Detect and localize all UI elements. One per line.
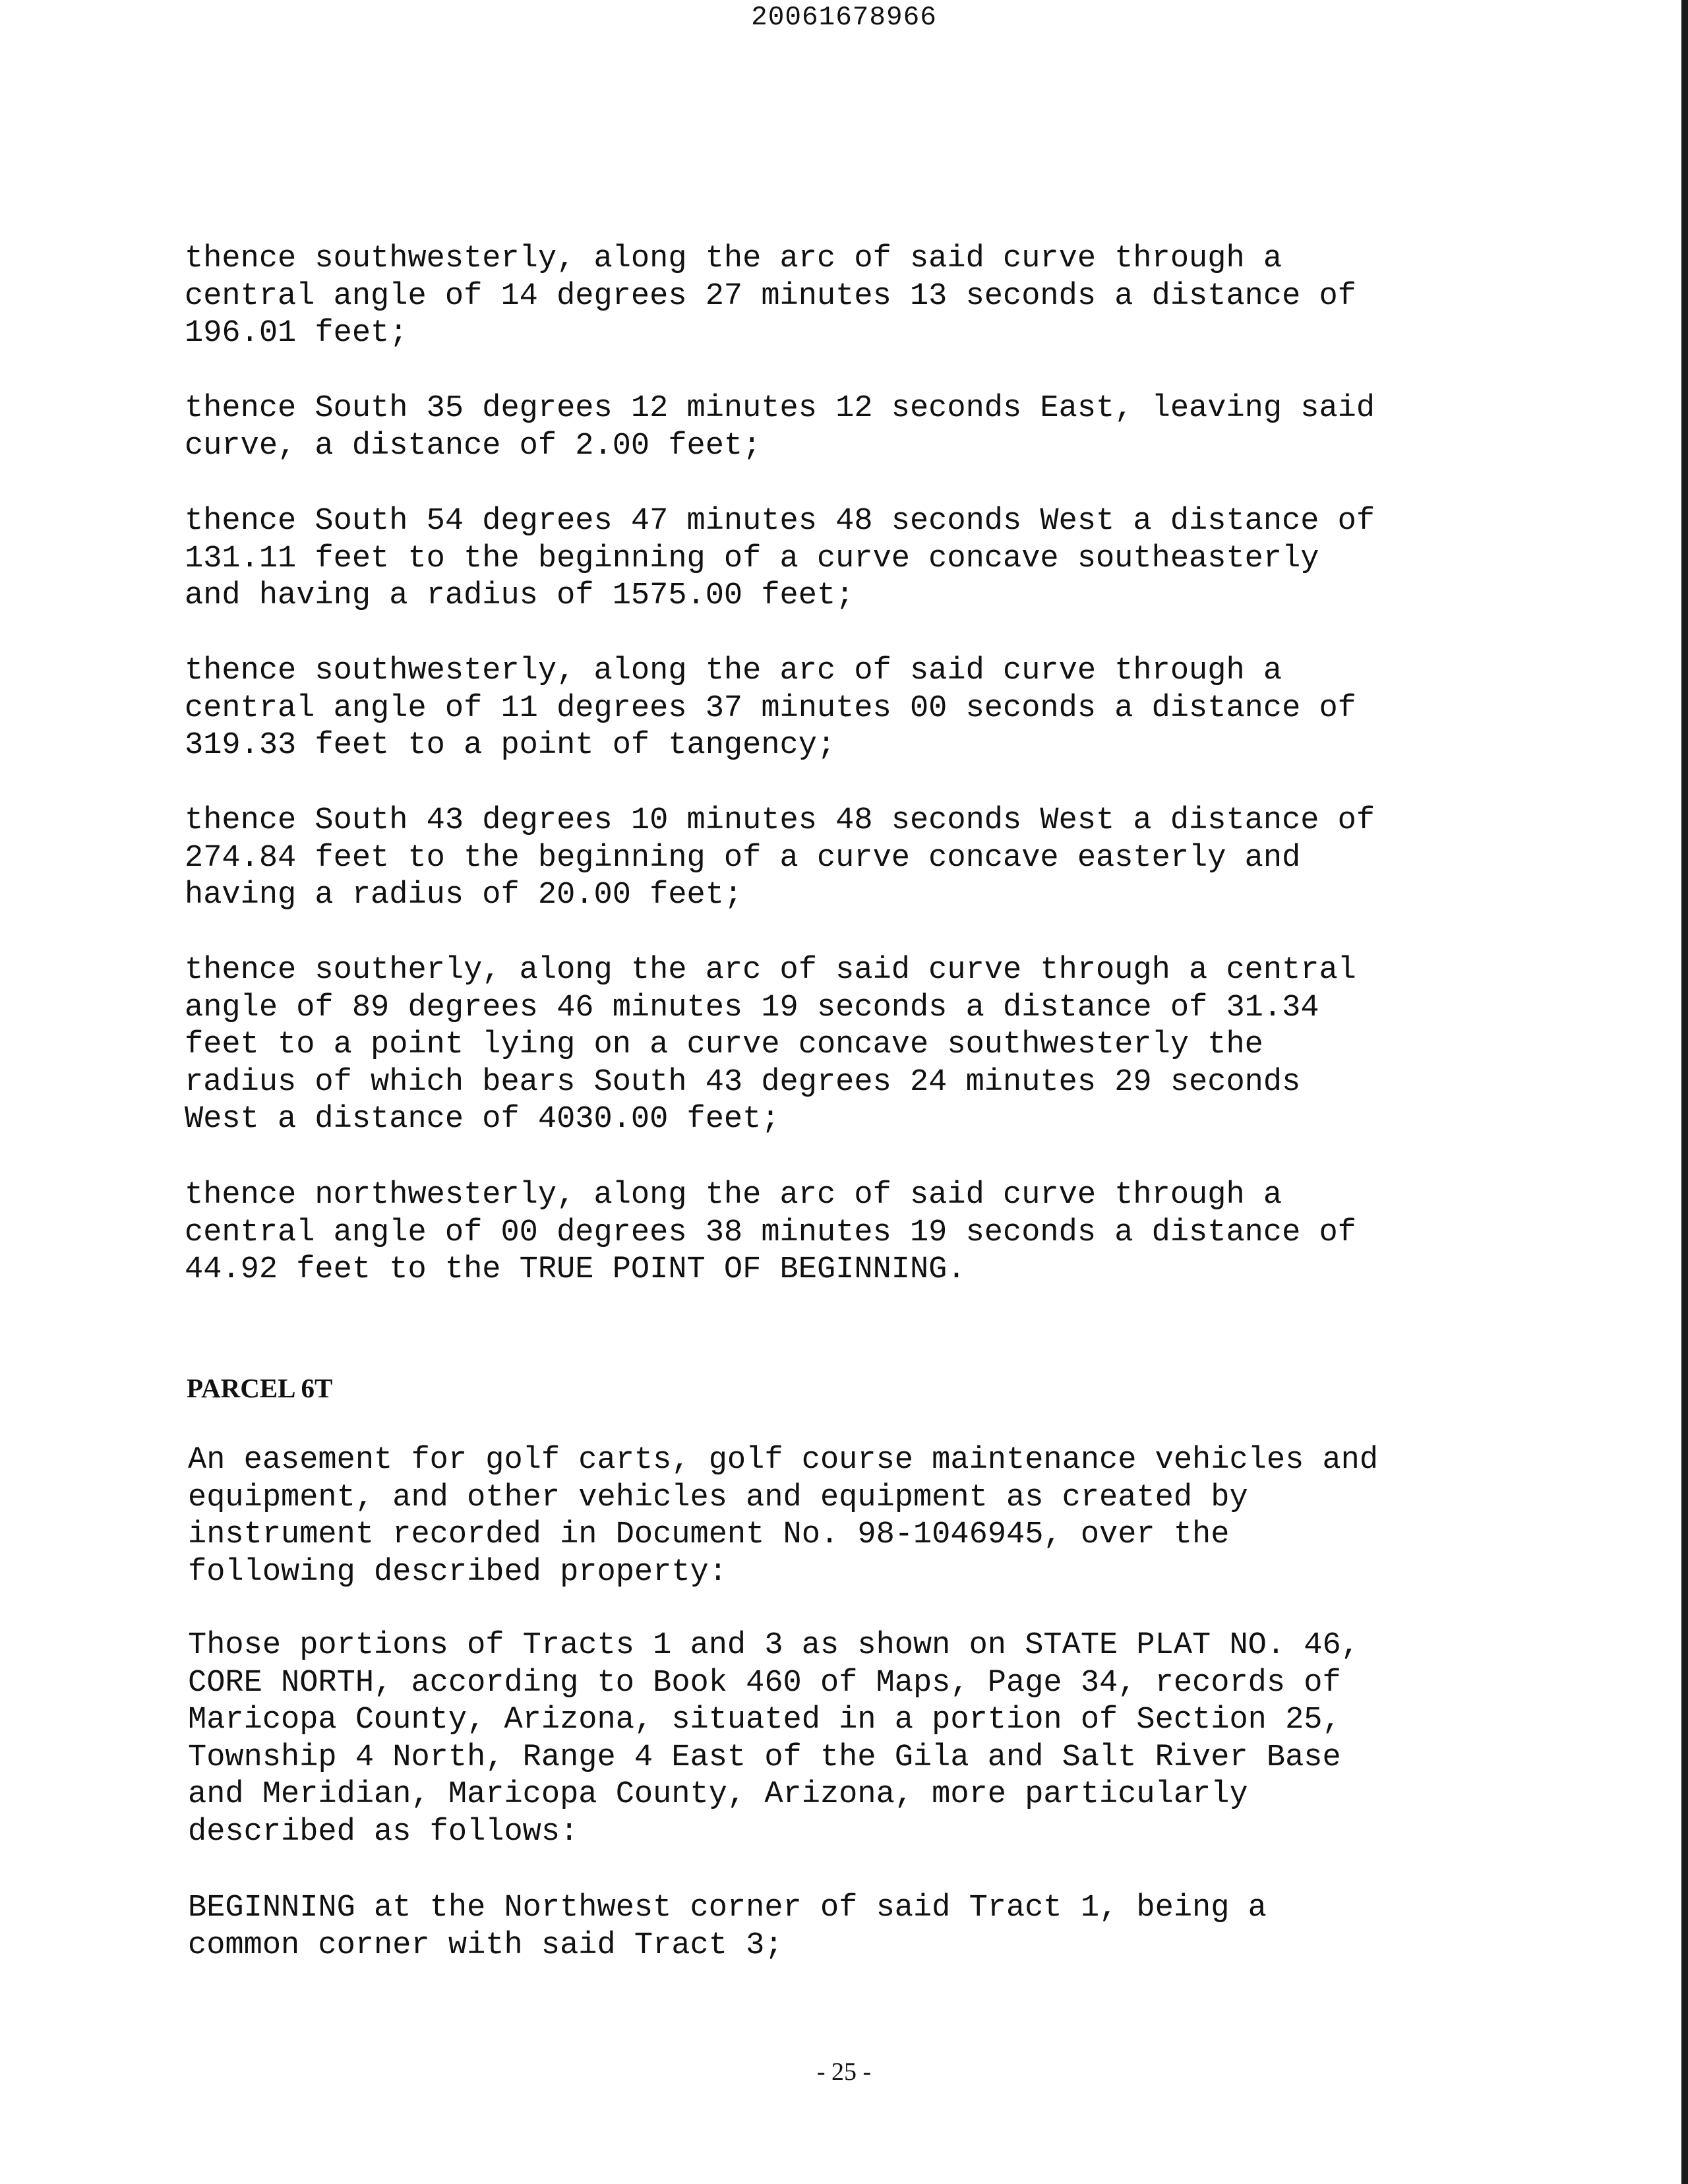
paragraph-curve-northwesterly: thence northwesterly, along the arc of said curve through a central angle of 00 degrees 38 minutes 19 seconds a distance of 44.92 feet to the TRUE POINT OF BEGINNING. [185, 1178, 1356, 1287]
paragraph-curve-southwesterly-1: thence southwesterly, along the arc of said curve through a central angle of 14 degrees 27 minutes 13 seconds a distance of 196.01 feet; [185, 241, 1356, 351]
paragraph-tract-description: Those portions of Tracts 1 and 3 as shown on STATE PLAT NO. 46, CORE NORTH, according to Book 460 of Maps, Page 34, records of Maricopa County, Arizona, situated in a portion of Section 25, Township 4 North, Range 4 East of the Gila and Salt River Base and Meridian, Maricopa County, Arizona, more particularly described as follows: [188, 1628, 1360, 1850]
paragraph-easement: An easement for golf carts, golf course maintenance vehicles and equipment, and other vehicles and equipment as created by instrument recorded in Document No. 98-1046945, over the following described property: [188, 1443, 1379, 1590]
document-number: 20061678966 [751, 3, 937, 33]
paragraph-curve-southwesterly-2: thence southwesterly, along the arc of said curve through a central angle of 11 degrees 37 minutes 00 seconds a distance of 319.33 feet to a point of tangency; [185, 653, 1356, 763]
scan-edge-border [1681, 0, 1688, 2184]
paragraph-point-of-beginning: BEGINNING at the Northwest corner of said Tract 1, being a common corner with said Tract 3; [188, 1891, 1267, 1963]
paragraph-south-35-east: thence South 35 degrees 12 minutes 12 seconds East, leaving said curve, a distance of 2.00 feet; [185, 391, 1375, 464]
paragraph-curve-southerly: thence southerly, along the arc of said curve through a central angle of 89 degrees 46 minutes 19 seconds a distance of 31.34 feet to a point lying on a curve concave southwesterly the radius of which bears South 43 degrees 24 minutes 29 seconds West a distance of 4030.00 feet; [185, 953, 1356, 1137]
page-number: - 25 - [816, 2058, 872, 2086]
paragraph-south-54-west: thence South 54 degrees 47 minutes 48 seconds West a distance of 131.11 feet to the beginning of a curve concave southeasterly and having a radius of 1575.00 feet; [185, 504, 1375, 613]
parcel-heading: PARCEL 6T [187, 1373, 333, 1403]
paragraph-south-43-west: thence South 43 degrees 10 minutes 48 seconds West a distance of 274.84 feet to the beginning of a curve concave easterly and having a radius of 20.00 feet; [185, 803, 1375, 913]
